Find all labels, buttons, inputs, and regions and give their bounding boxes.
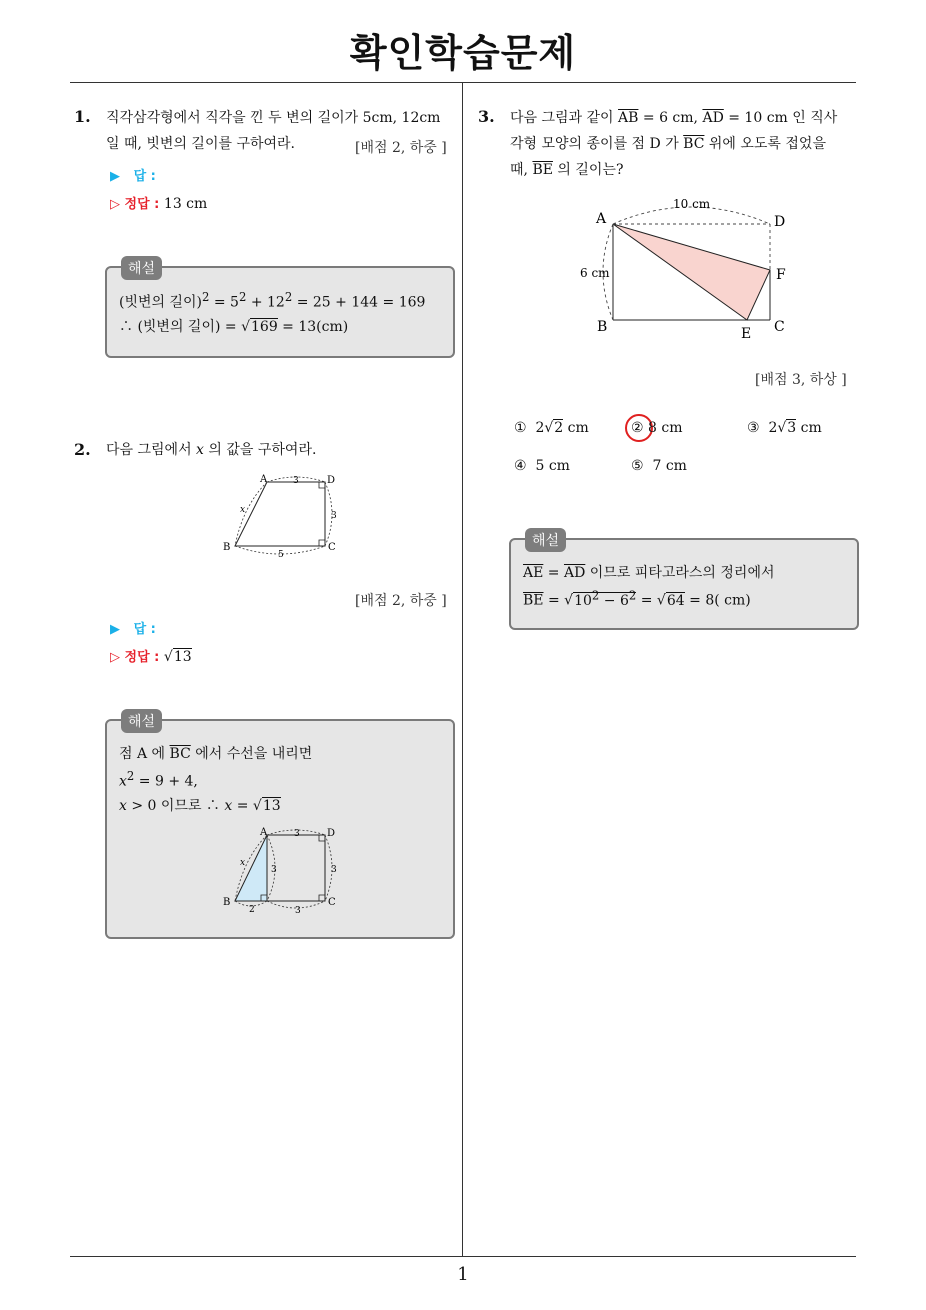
score-difficulty: [배점 2, 하중 ] [355, 593, 447, 609]
explanation-line: $\overline{AE} = \overline{AD}$ 이므로 피타고라스의 정리에서 [523, 565, 775, 581]
label-top-length: 3 [293, 476, 299, 486]
header-rule [70, 82, 856, 83]
question-text-line: 다음 그림에서 x 의 값을 구하여라. [106, 442, 317, 458]
label-bottom-right: 3 [295, 906, 301, 916]
choice-1[interactable]: ① 2√2 cm [514, 420, 589, 436]
label-right-length: 3 [331, 511, 337, 521]
score-difficulty: [배점 2, 하중 ] [355, 140, 447, 156]
label-C: C [328, 897, 336, 908]
choice-2[interactable]: ② 8 cm [631, 420, 683, 436]
answer-row [110, 165, 156, 184]
answer-label: 답 : [133, 169, 156, 184]
explanation-line: x > 0 이므로 ∴ x = √13 [119, 798, 281, 814]
page-number: 1 [457, 1264, 469, 1285]
explanation-box [105, 261, 455, 358]
label-top-length: 3 [294, 829, 300, 839]
correct-value: 13 cm [163, 196, 208, 212]
choice-4[interactable]: ④ 5 cm [514, 458, 570, 474]
play-icon: ▶ [110, 622, 120, 637]
explanation-line: (빗변의 길이)$^2 = 5^2 + 12^2 = 25 + 144 = 169$ [119, 290, 426, 311]
label-mid-length: 3 [271, 865, 277, 875]
question-text-line: 직각삼각형에서 직각을 낀 두 변의 길이가 5cm, 12cm [106, 110, 441, 126]
trapezoid-figure [215, 470, 345, 562]
label-top-length: 10 cm [673, 197, 711, 211]
label-B: B [597, 319, 608, 335]
explanation-box [105, 714, 455, 939]
label-B: B [223, 542, 231, 553]
correct-answer-row [110, 646, 192, 665]
correct-answer-row [110, 193, 207, 212]
question-number: 3. [478, 107, 495, 126]
question-text-line: 일 때, 빗변의 길이를 구하여라. [106, 136, 295, 152]
play-icon: ▶ [110, 169, 120, 184]
explanation-tag: 해설 [121, 256, 162, 280]
explanation-figure [215, 825, 345, 917]
label-A: A [596, 211, 607, 227]
question-number: 1. [74, 107, 91, 126]
choice-5[interactable]: ⑤ 7 cm [631, 458, 687, 474]
label-x: x [240, 505, 246, 515]
explanation-line: $\overline{BE} = √10^2 - 6^2 = √64 = 8$( cm) [523, 588, 751, 609]
correct-label: 정답 : [124, 197, 160, 212]
label-E: E [741, 326, 752, 342]
column-divider [462, 83, 463, 1257]
label-F: F [776, 267, 786, 283]
explanation-line: 점 A 에 $\overline{BC}$ 에서 수선을 내리면 [119, 746, 313, 762]
explanation-tag: 해설 [121, 709, 162, 733]
label-D: D [327, 475, 336, 486]
label-C: C [328, 542, 336, 553]
choice-3[interactable]: ③ 2√3 cm [747, 420, 822, 436]
folded-rectangle-figure [575, 192, 795, 342]
question-number: 2. [74, 440, 91, 459]
footer-rule [70, 1256, 856, 1257]
label-bottom-left: 2 [249, 905, 255, 915]
label-B: B [223, 897, 231, 908]
question-text-line: 다음 그림과 같이 $\overline{AB} = 6$ cm, $\overline{AD} = 10$ cm 인 직사 [510, 110, 838, 126]
explanation-box [509, 533, 859, 630]
label-left-length: 6 cm [580, 266, 610, 280]
question-text-line: 때, $\overline{BE}$ 의 길이는? [510, 162, 624, 178]
page-title: 확인학습문제 [349, 31, 577, 75]
label-A: A [260, 827, 268, 838]
correct-label: 정답 : [124, 650, 160, 665]
answer-label: 답 : [133, 622, 156, 637]
label-bottom-length: 5 [278, 550, 284, 560]
score-difficulty: [배점 3, 하상 ] [755, 372, 847, 388]
correct-value: √13 [163, 649, 192, 665]
answer-row [110, 618, 156, 637]
label-A: A [260, 474, 268, 485]
label-D: D [327, 828, 336, 839]
explanation-line: $x^2 = 9 + 4$, [119, 769, 198, 790]
label-right-length: 3 [331, 865, 337, 875]
label-C: C [774, 319, 785, 335]
explanation-tag: 해설 [525, 528, 566, 552]
play-outline-icon: ▷ [110, 650, 120, 665]
explanation-line: ∴ (빗변의 길이) = √169 = 13(cm) [119, 319, 349, 335]
label-D: D [774, 214, 786, 230]
label-x: x [240, 858, 246, 868]
question-text-line: 각형 모양의 종이를 점 D 가 $\overline{BC}$ 위에 오도록 접었을 [510, 136, 826, 152]
play-outline-icon: ▷ [110, 197, 120, 212]
